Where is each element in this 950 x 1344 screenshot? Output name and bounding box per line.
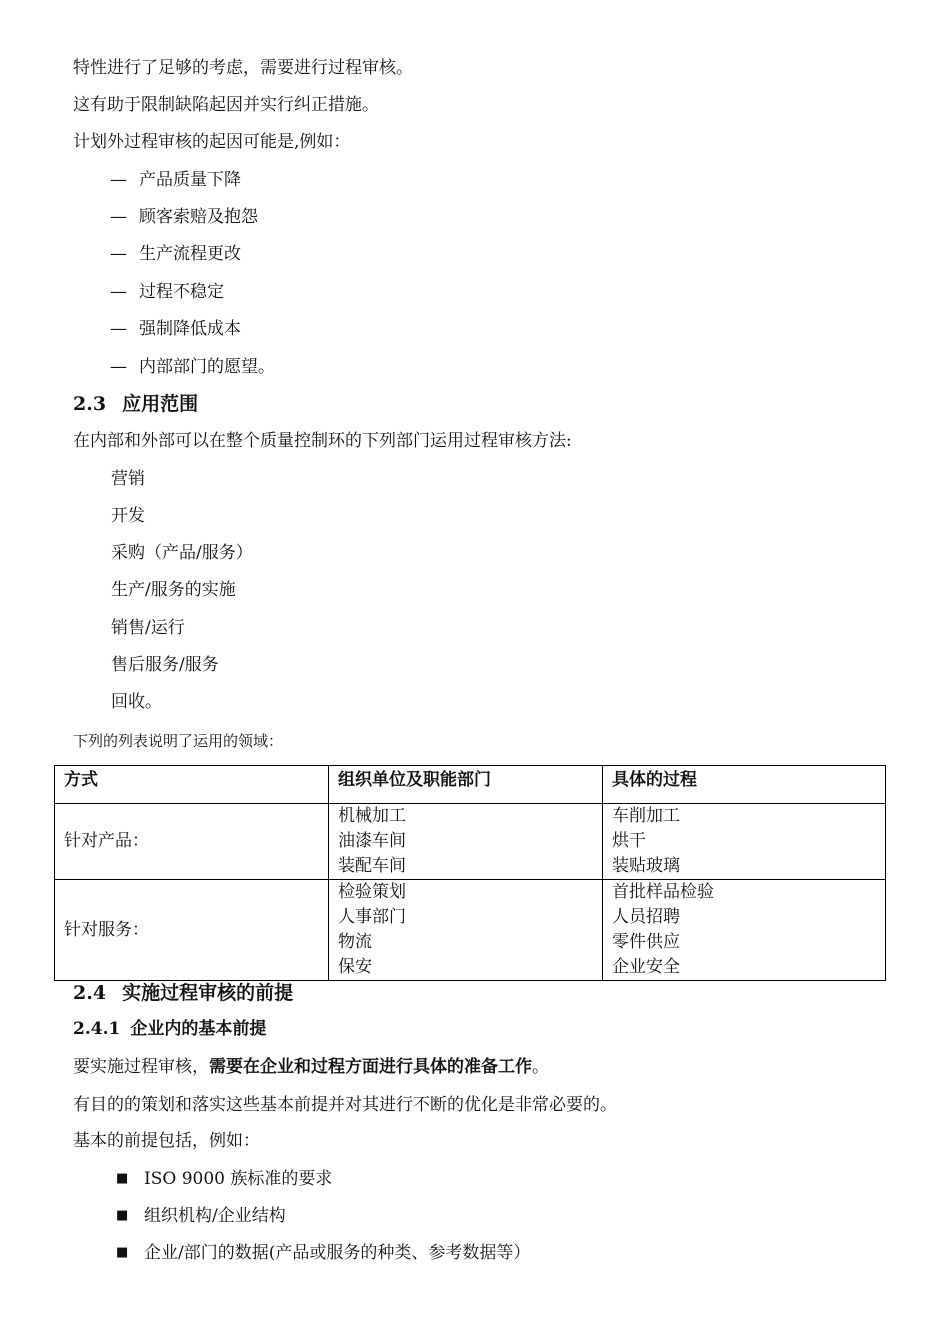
cause-text: 内部部门的愿望。: [139, 357, 275, 377]
section-2-3-intro: 在内部和外部可以在整个质量控制环的下列部门运用过程审核方法:: [73, 431, 572, 451]
intro-line-2: 这有助于限制缺陷起因并实行纠正措施。: [73, 95, 379, 115]
area-item: 采购（产品/服务）: [111, 543, 253, 563]
unit-line: 油漆车间: [338, 831, 406, 851]
header-processes: 具体的过程: [603, 766, 886, 804]
cause-item: [110, 356, 275, 378]
section-title: 实施过程审核的前提: [122, 982, 294, 1004]
area-item: 销售/运行: [111, 618, 185, 638]
process-line: 车削加工: [612, 806, 680, 826]
table-row: [55, 880, 886, 981]
units-cell: [329, 804, 603, 880]
cause-item: [110, 243, 241, 265]
units-cell: [329, 880, 603, 981]
square-bullet-icon: ■: [116, 1208, 129, 1223]
section-2-4-paragraph-2: 有目的的策划和落实这些基本前提并对其进行不断的优化是非常必要的。: [73, 1095, 617, 1115]
cause-text: 生产流程更改: [139, 244, 241, 264]
area-item: 生产/服务的实施: [111, 580, 236, 600]
header-units: 组织单位及职能部门: [329, 766, 603, 804]
area-item: 售后服务/服务: [111, 655, 219, 675]
prerequisite-text: 组织机构/企业结构: [144, 1206, 286, 1226]
intro-line-3: 计划外过程审核的起因可能是,例如：: [73, 132, 351, 152]
square-bullet-icon: ■: [116, 1171, 129, 1186]
section-2-4-heading: [73, 981, 293, 1005]
unit-line: 装配车间: [338, 856, 406, 876]
unit-line: 物流: [338, 932, 372, 952]
processes-cell: [603, 804, 886, 880]
square-bullet-icon: ■: [116, 1245, 129, 1260]
mode-cell: 针对产品：: [55, 804, 329, 880]
unit-line: 人事部门: [338, 907, 406, 927]
header-mode: 方式: [55, 766, 329, 804]
unit-line: 机械加工: [338, 806, 406, 826]
prerequisite-item: [116, 1205, 286, 1227]
unit-line: 检验策划: [338, 882, 406, 902]
p1-normal: 要实施过程审核，: [73, 1057, 209, 1077]
p1-end: 。: [532, 1057, 549, 1077]
prerequisite-text: 企业/部门的数据(产品或服务的种类、参考数据等）: [144, 1243, 531, 1263]
section-title: 应用范围: [122, 393, 199, 415]
prerequisite-text: ISO 9000 族标准的要求: [144, 1169, 333, 1189]
subsection-title: 企业内的基本前提: [130, 1019, 267, 1039]
process-line: 装贴玻璃: [612, 856, 680, 876]
prerequisite-item: [116, 1168, 332, 1190]
table-header-row: [55, 766, 886, 804]
table-row: [55, 804, 886, 880]
process-line: 零件供应: [612, 932, 680, 952]
dash-icon: —: [110, 282, 127, 302]
cause-item: [110, 318, 241, 340]
cause-item: [110, 281, 224, 303]
dash-icon: —: [110, 319, 127, 339]
processes-cell: [603, 880, 886, 981]
cause-text: 顾客索赔及抱怨: [139, 207, 258, 227]
cause-item: [110, 206, 258, 228]
process-line: 企业安全: [612, 957, 680, 977]
process-line: 人员招聘: [612, 907, 680, 927]
cause-text: 过程不稳定: [139, 282, 224, 302]
process-line: 烘干: [612, 831, 646, 851]
cause-text: 产品质量下降: [139, 170, 241, 190]
cause-item: [110, 169, 241, 191]
mode-cell: 针对服务：: [55, 880, 329, 981]
area-item: 营销: [111, 469, 145, 489]
process-line: 首批样品检验: [612, 882, 714, 902]
unit-line: 保安: [338, 957, 372, 977]
table-intro: 下列的列表说明了运用的领域：: [73, 732, 284, 750]
intro-line-1: 特性进行了足够的考虑，需要进行过程审核。: [73, 58, 413, 78]
section-2-4-paragraph-1: [73, 1056, 549, 1078]
prerequisite-item: [116, 1242, 530, 1264]
subsection-number: 2.4.1: [73, 1019, 121, 1039]
dash-icon: —: [110, 244, 127, 264]
area-item: 回收。: [111, 692, 162, 712]
p1-bold: 需要在企业和过程方面进行具体的准备工作: [209, 1057, 532, 1077]
section-number: 2.4: [73, 982, 107, 1004]
area-item: 开发: [111, 506, 145, 526]
dash-icon: —: [110, 170, 127, 190]
dash-icon: —: [110, 207, 127, 227]
section-2-4-1-heading: [73, 1018, 266, 1040]
section-number: 2.3: [73, 393, 107, 415]
section-2-4-paragraph-3: 基本的前提包括，例如：: [73, 1131, 260, 1151]
section-2-3-heading: [73, 392, 198, 416]
cause-text: 强制降低成本: [139, 319, 241, 339]
dash-icon: —: [110, 357, 127, 377]
application-table: [54, 765, 886, 981]
